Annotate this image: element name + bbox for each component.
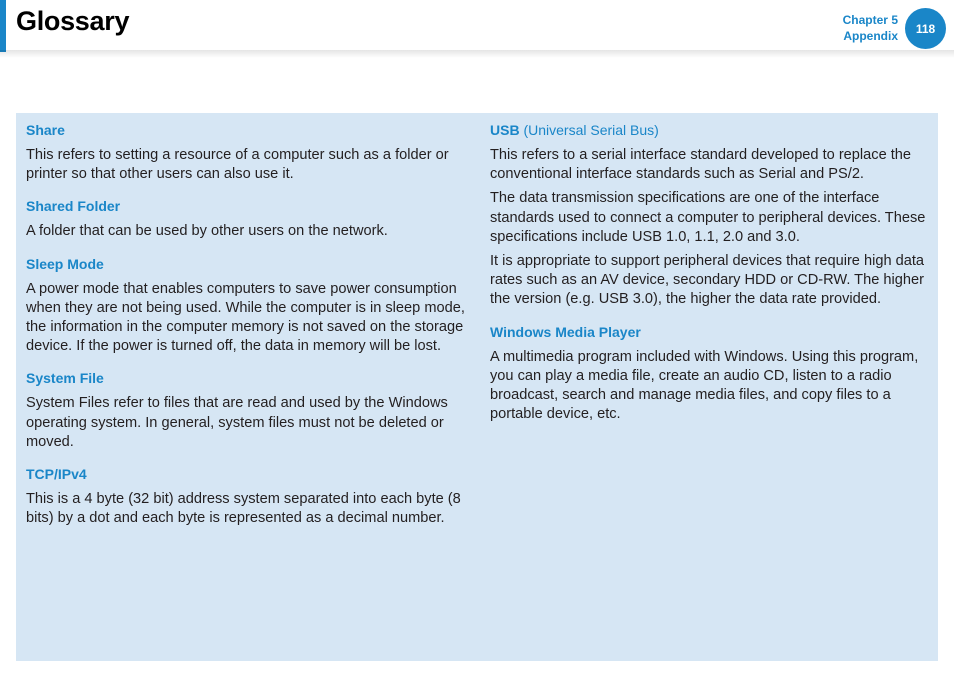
glossary-entry bbox=[490, 121, 930, 310]
glossary-column-left bbox=[26, 121, 471, 541]
glossary-definition: This is a 4 byte (32 bit) address system separated into each byte (8 bits) by a dot and each byte is represented as a decimal number. bbox=[26, 491, 461, 527]
glossary-term-qualifier: (Universal Serial Bus) bbox=[519, 122, 659, 138]
glossary-definition: A multimedia program included with Windows. Using this program, you can play a media file, create an audio CD, listen to a radio broadcast, search and manage media files, and copy files to a portable device, etc. bbox=[490, 348, 919, 423]
glossary-definition: System Files refer to files that are read and used by the Windows operating system. In general, system files must not be deleted or moved. bbox=[26, 395, 448, 450]
glossary-entry bbox=[26, 121, 471, 184]
glossary-entry bbox=[26, 197, 471, 241]
glossary-term: Shared Folder bbox=[26, 198, 121, 215]
glossary-term: System File bbox=[26, 370, 104, 387]
glossary-definition: It is appropriate to support peripheral devices that require high data rates such as an AV device, secondary HDD or CD-RW. The higher the version (e.g. USB 3.0), the higher the data rate provided. bbox=[490, 253, 925, 308]
glossary-definition: A folder that can be used by other users on the network. bbox=[26, 223, 388, 240]
chapter-label: Chapter 5 bbox=[842, 13, 898, 27]
glossary-term bbox=[490, 121, 930, 140]
chapter-info bbox=[843, 12, 898, 44]
glossary-entry bbox=[26, 255, 471, 357]
glossary-definition: This refers to setting a resource of a computer such as a folder or printer so that other users can also use it. bbox=[26, 147, 449, 183]
page-title: Glossary bbox=[16, 6, 130, 36]
glossary-definition: The data transmission specifications are one of the interface standards used to connect a computer to peripheral devices. These specifications include USB 1.0, 1.1, 2.0 and 3.0. bbox=[490, 190, 926, 245]
page-number-badge: 118 bbox=[905, 8, 946, 49]
glossary-panel bbox=[16, 113, 938, 661]
glossary-column-right bbox=[490, 121, 930, 437]
glossary-term: TCP/IPv4 bbox=[26, 466, 87, 483]
glossary-term: Windows Media Player bbox=[490, 323, 641, 340]
glossary-definition: This refers to a serial interface standard developed to replace the conventional interface standards such as Serial and PS/2. bbox=[490, 147, 912, 183]
glossary-term: Sleep Mode bbox=[26, 255, 104, 272]
section-label: Appendix bbox=[843, 29, 898, 43]
header-accent-bar bbox=[0, 0, 6, 52]
glossary-entry bbox=[26, 369, 471, 452]
glossary-term: Share bbox=[26, 122, 65, 138]
glossary-term-name: USB bbox=[490, 122, 520, 138]
header-divider bbox=[0, 50, 954, 58]
glossary-definition: A power mode that enables computers to save power consumption when they are not being used. While the computer is in sleep mode, the information in the computer memory is not saved on the storage device. If the power is turned off, the data in memory will be lost. bbox=[26, 280, 465, 355]
glossary-entry bbox=[26, 465, 471, 528]
glossary-entry bbox=[490, 323, 930, 425]
